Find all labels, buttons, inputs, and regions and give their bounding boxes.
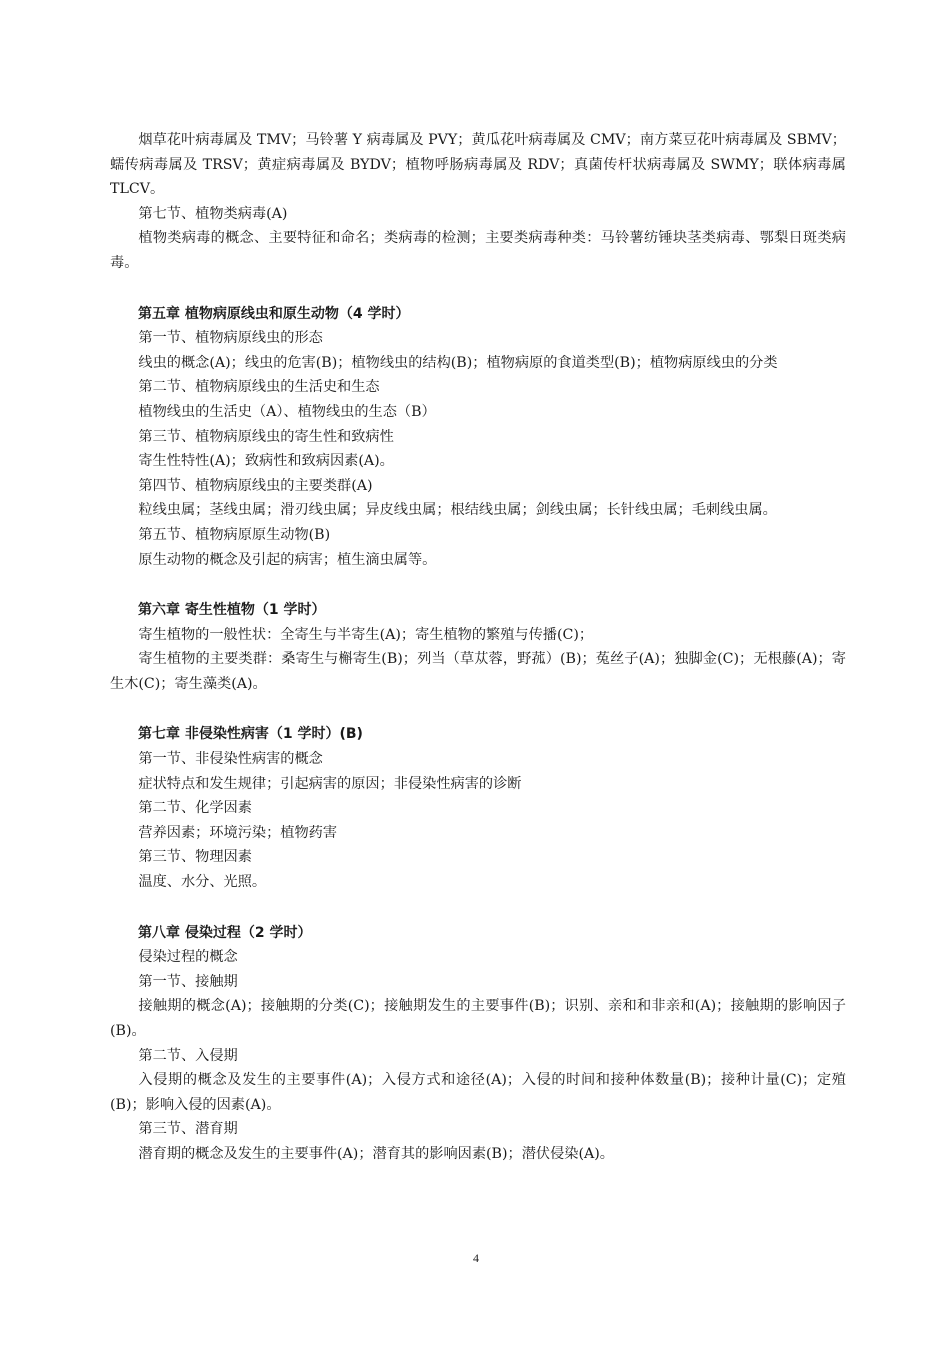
paragraph: 第一节、接触期 — [138, 973, 238, 990]
paragraph: 第三节、物理因素 — [138, 849, 252, 866]
paragraph: 侵染过程的概念 — [138, 949, 238, 966]
paragraph: 第三节、潜育期 — [138, 1121, 238, 1138]
paragraph: 第五节、植物病原原生动物(B) — [138, 526, 331, 543]
chapter-heading: 第七章 非侵染性病害（1 学时）(B) — [138, 726, 363, 743]
paragraph: 第二节、入侵期 — [138, 1047, 238, 1064]
paragraph: 第七节、植物类病毒(A) — [138, 205, 288, 222]
chapter-heading: 第八章 侵染过程（2 学时） — [138, 924, 312, 941]
paragraph: 原生动物的概念及引起的病害；植生滴虫属等。 — [138, 551, 437, 568]
paragraph: 第一节、非侵染性病害的概念 — [138, 751, 323, 768]
chapter-heading: 第五章 植物病原线虫和原生动物（4 学时） — [138, 305, 410, 322]
paragraph: 烟草花叶病毒属及 TMV；马铃薯 Y 病毒属及 PVY；黄瓜花叶病毒属及 CMV；南方菜豆花叶病毒属及 SBMV；蠕传病毒属及 TRSV；黄症病毒属及 BYDV；植物呼肠病毒属及 RDV；真菌传杆状病毒属及 SWMY；联体病毒属 TLCV。 — [110, 132, 846, 198]
chapter-heading: 第六章 寄生性植物（1 学时） — [138, 602, 326, 619]
page-number: 4 — [473, 1251, 479, 1265]
paragraph: 寄生性特性(A)；致病性和致病因素(A)。 — [138, 453, 394, 470]
section-spacer — [110, 895, 846, 921]
paragraph: 植物线虫的生活史（A）、植物线虫的生态（B） — [138, 403, 436, 420]
section-spacer — [110, 276, 846, 302]
paragraph: 温度、水分、光照。 — [138, 874, 267, 891]
paragraph: 第二节、植物病原线虫的生活史和生态 — [138, 379, 380, 396]
paragraph: 接触期的概念(A)；接触期的分类(C)；接触期发生的主要事件(B)；识别、亲和和非亲和(A)；接触期的影响因子(B)。 — [110, 998, 846, 1039]
section-spacer — [110, 572, 846, 598]
paragraph: 症状特点和发生规律；引起病害的原因；非侵染性病害的诊断 — [138, 775, 522, 792]
paragraph: 寄生植物的主要类群：桑寄生与槲寄生(B)；列当（草苁蓉，野菰）(B)；菟丝子(A)；独脚金(C)；无根藤(A)；寄生木(C)；寄生藻类(A)。 — [110, 651, 846, 692]
paragraph: 第三节、植物病原线虫的寄生性和致病性 — [138, 428, 394, 445]
paragraph: 第一节、植物病原线虫的形态 — [138, 330, 323, 347]
paragraph: 植物类病毒的概念、主要特征和命名；类病毒的检测；主要类病毒种类：马铃薯纺锤块茎类病毒、鄂梨日斑类病毒。 — [110, 230, 846, 271]
paragraph: 潜育期的概念及发生的主要事件(A)；潜育其的影响因素(B)；潜伏侵染(A)。 — [138, 1145, 614, 1162]
section-spacer — [110, 696, 846, 722]
paragraph: 第二节、化学因素 — [138, 800, 252, 817]
paragraph: 入侵期的概念及发生的主要事件(A)；入侵方式和途径(A)；入侵的时间和接种体数量(B)；接种计量(C)；定殖(B)；影响入侵的因素(A)。 — [110, 1072, 846, 1113]
document-body — [110, 128, 846, 1167]
paragraph: 营养因素；环境污染；植物药害 — [138, 824, 338, 841]
paragraph: 第四节、植物病原线虫的主要类群(A) — [138, 477, 373, 494]
paragraph: 线虫的概念(A)；线虫的危害(B)；植物线虫的结构(B)；植物病原的食道类型(B)；植物病原线虫的分类 — [138, 354, 778, 371]
paragraph: 粒线虫属；茎线虫属；滑刃线虫属；异皮线虫属；根结线虫属；剑线虫属；长针线虫属；毛刺线虫属。 — [138, 502, 777, 519]
paragraph: 寄生植物的一般性状：全寄生与半寄生(A)；寄生植物的繁殖与传播(C)； — [138, 626, 594, 643]
